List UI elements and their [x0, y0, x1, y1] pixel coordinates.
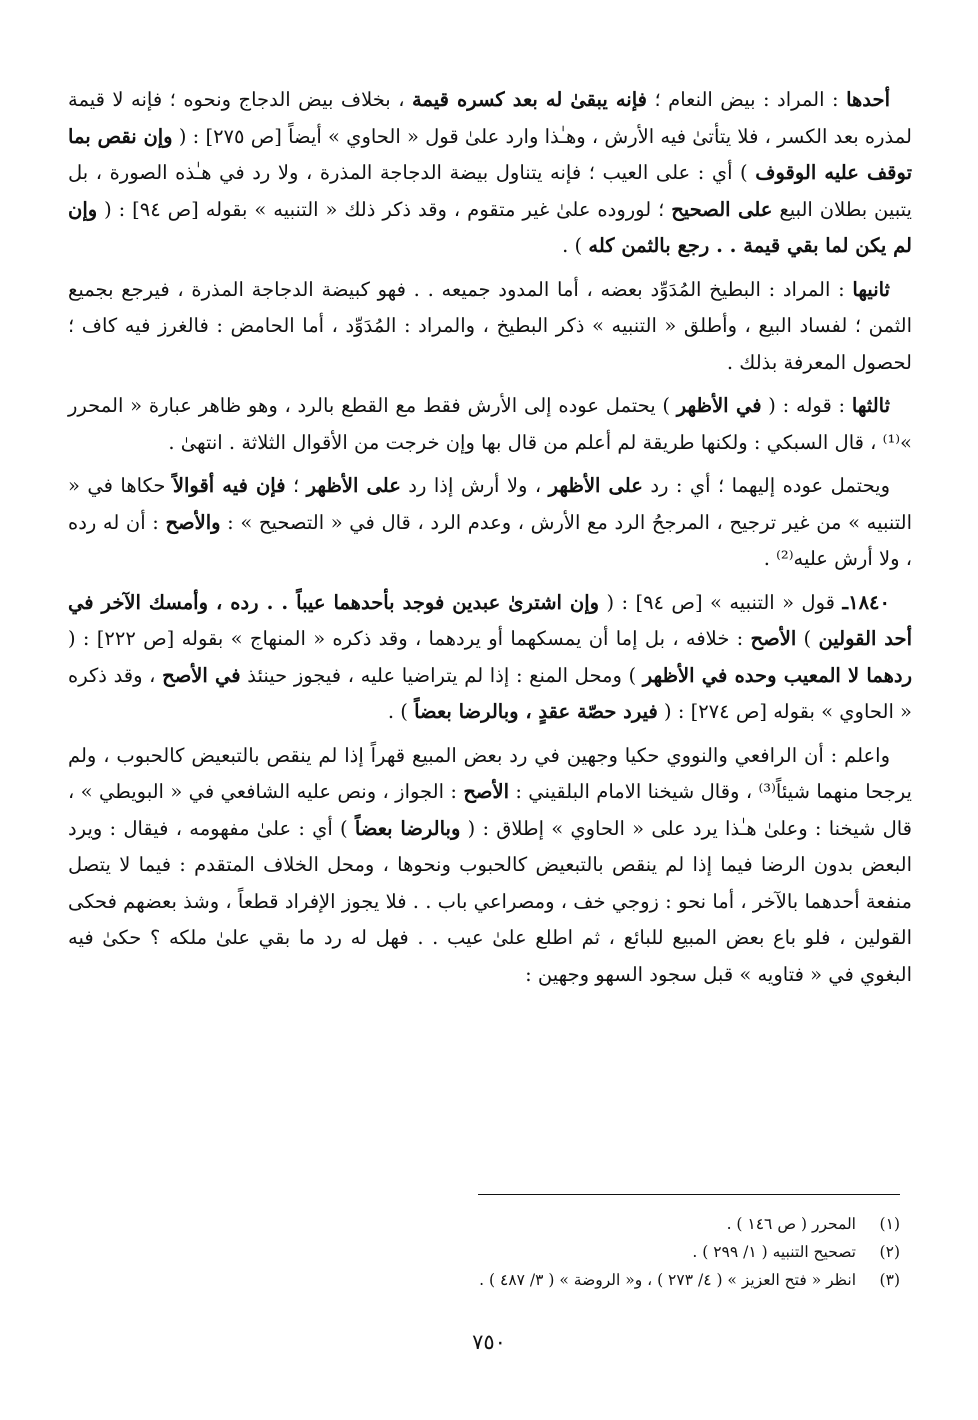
bold-run: ثالثها: [851, 394, 890, 417]
bold-run: وإن نقص بما توقف عليه الوقوف: [68, 124, 912, 184]
text-run: ويحتمل عوده إليهما ؛ أي : رد: [642, 474, 890, 497]
bold-run: وإن اشترىٰ عبدين فوجد بأحدهما عيباً . . رده ، وأمسك الآخر في أحد القولين: [68, 590, 912, 650]
paragraph: [68, 585, 912, 731]
text-run: ؛ لوروده علىٰ غير متقوم ، وقد ذكر ذلك « التنبيه » بقوله [ص ٩٤] : (: [97, 197, 672, 221]
text-run: ؛: [285, 474, 307, 497]
text-run: : المراد : بيض النعام ؛: [647, 88, 847, 111]
text-run: واعلم : أن الرافعي والنووي حكيا وجهين في رد بعض المبيع قهراً إذا لم ينقص بالتبعيض كالحبوب ، ولم يرجحا منهما شيئاً⁽³⁾ ، وقال شيخنا الامام البلقيني :: [68, 743, 912, 803]
text-run: ): [796, 627, 819, 650]
footnote-text: تصحيح التنبيه ( ١/ ٢٩٩ ) .: [692, 1243, 856, 1261]
footnote-separator: [478, 1194, 900, 1195]
bold-run: على الأظهر: [548, 474, 643, 497]
text-run: : أن له رده ، ولا أرش عليه⁽²⁾ .: [68, 510, 912, 570]
text-run: ) أي : علىٰ مفهومه ، فيقال : ويرد البعض بدون الرضا فيما إذا لم ينقص بالتبعيض كالحبوب ونحوها ، ومحل الخلاف المتقدم : فيما لا يتصل منفعة أحدهما بالآخر ، أما نحو : زوجي خف ، ومصراعي باب . . فلا يجوز الإفراد قطعاً ، وشذ بعضهم فحكى القولين ، فلو باع بعض المبيع للبائع ، ثم اطلع علىٰ عيب . . فهل له رد ما بقي علىٰ ملكه ؟ حكىٰ فيه البغوي في « فتاويه » قبل سجود السهو وجهين :: [68, 816, 912, 986]
text-run: ، ولا أرش إذا رد: [400, 474, 549, 497]
footnote: [80, 1266, 900, 1294]
bold-run: أحدها: [846, 88, 891, 111]
bold-run: الأصح: [463, 780, 509, 803]
footnote-number: (٢): [879, 1243, 900, 1261]
footnote: [80, 1238, 900, 1266]
paragraph: [68, 82, 912, 265]
text-run: ) .: [387, 700, 415, 723]
text-run: : المراد : البطيخ المُدَوِّد بعضه ، أما المدود جميعه . . فهو كبيضة الدجاجة المذرة ، فيرجع بجميع الثمن ؛ لفساد البيع ، وأطلق « التنبيه » ذكر البطيخ ، والمراد : المُدَوِّد ، أما الحامض : فالغرز فيه كاف ؛ لحصول المعرفة بذلك .: [68, 277, 912, 374]
text-run: : خلافه ، بل إما أن يمسكهما أو يردهما ، وقد ذكره « المنهاج » بقوله [ص ٢٢٢] : (: [68, 627, 751, 650]
bold-run: فيرد حصّة عقدٍ ، وبالرضا بعضاً: [414, 700, 658, 723]
paragraph: [68, 468, 912, 578]
paragraph: [68, 738, 912, 994]
page-number: ٧٥٠: [472, 1330, 506, 1354]
text-run: : قوله : (: [761, 394, 852, 417]
text-run: ، بخلاف بيض الدجاج ونحوه ؛ فإنه لا قيمة لمذره بعد الكسر ، فلا يتأتىٰ فيه الأرش ، وهـٰذا وارد علىٰ قول « الحاوي » أيضاً [ص ٢٧٥] : (: [68, 88, 912, 148]
bold-run: فإنه يبقىٰ له بعد كسره قيمة: [412, 88, 647, 111]
bold-run: في الأصح: [162, 663, 241, 687]
bold-run: الأصح: [750, 627, 797, 650]
text-run: ) .: [562, 234, 589, 257]
paragraph: [68, 388, 912, 461]
text-run: ، وقد ذكره « الحاوي » بقوله [ص ٢٧٤] : (: [68, 663, 912, 723]
text-run: قول « التنبيه » [ص ٩٤] : (: [599, 590, 843, 614]
bold-run: في الأظهر: [676, 394, 762, 417]
bold-run: فإن فيه أقوالاً: [172, 474, 286, 497]
footnotes: [80, 1210, 900, 1294]
bold-run: ردهما لا المعيب وحده في الأظهر: [642, 663, 912, 687]
text-run: ) يحتمل عوده إلى الأرش فقط مع القطع بالرد ، وهو ظاهر عبارة « المحرر »⁽¹⁾ ، قال السبكي : ولكنها طريقة لم أعلم من قال بها وإن خرجت من الأقوال الثلاثة . انتهىٰ .: [68, 394, 912, 454]
footnote: [80, 1210, 900, 1238]
bold-run: ١٨٤٠ـ: [842, 590, 890, 614]
footnote-number: (٣): [879, 1271, 900, 1289]
bold-run: والأصح: [165, 510, 221, 534]
body-text: [68, 82, 912, 1000]
bold-run: وبالرضا بعضاً: [354, 816, 461, 840]
footnote-number: (١): [879, 1215, 900, 1233]
text-run: ) ومحل المنع : إذا لم يتراضيا عليه ، فيجوز حينئذ: [240, 663, 643, 687]
paragraph: [68, 272, 912, 382]
bold-run: وإن لم يكن لما بقي قيمة . . رجع بالثمن كله: [68, 197, 912, 257]
bold-run: على الصحيح: [671, 197, 773, 221]
text-run: : الجواز ، ونص عليه الشافعي في « البويطي » ، قال شيخنا : وعلىٰ هـٰذا يرد على « الحاوي » إطلاق : (: [68, 780, 912, 840]
footnote-text: المحرر ( ص ١٤٦ ) .: [726, 1215, 856, 1233]
footnote-text: انظر « فتح العزيز » ( ٤/ ٢٧٣ ) ، و« الروضة » ( ٣/ ٤٨٧ ) .: [479, 1271, 856, 1289]
bold-run: على الأظهر: [306, 474, 401, 497]
bold-run: ثانيها: [852, 277, 890, 301]
text-run: حكاها في « التنبيه » من غير ترجيح ، المرجحُ الرد مع الأرش ، وعدم الرد ، قال في « التصحيح » :: [68, 474, 912, 534]
text-run: ) أي : على العيب ؛ فإنه يتناول بيضة الدجاجة المذرة ، ولا رد في هـٰذه الصورة ، بل يتبين بطلان البيع: [68, 161, 912, 221]
